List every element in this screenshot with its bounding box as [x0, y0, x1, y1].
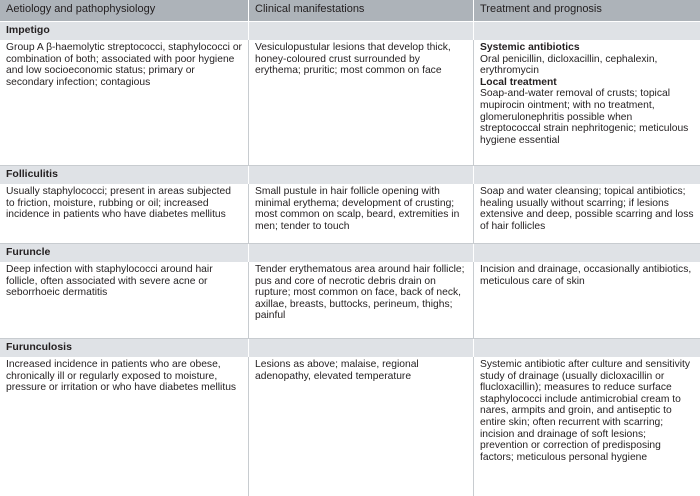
treatment-text: Soap-and-water removal of crusts; topical mupirocin ointment; with no treatment, glomerulonephritis possible when streptococcal strain nephritogenic; meticulous hygiene essential [480, 88, 689, 146]
section-folliculitis [0, 166, 700, 184]
section-title: Impetigo [6, 24, 50, 36]
aetiology-cell: Deep infection with staphylococci around hair follicle, often associated with severe acne or seborrhoeic dermatitis [6, 264, 213, 299]
treatment-cell: Soap and water cleansing; topical antibiotics; healing usually without scarring; if lesions extensive and deep, possible scarring and loss of hair follicles [473, 184, 700, 243]
aetiology-cell: Group A β-haemolytic streptococci, staphylococci or combination of both; associated with poor hygiene and low socioeconomic status; primary or secondary infection; contagious [6, 42, 242, 88]
section-title: Furuncle [6, 246, 51, 258]
header-clinical: Clinical manifestations [248, 0, 473, 21]
table-row-furuncle [0, 262, 700, 338]
treatment-subheading: Systemic antibiotics [480, 42, 580, 53]
section-furunculosis [0, 339, 700, 357]
treatment-text: Oral penicillin, dicloxacillin, cephalexin, erythromycin [480, 53, 658, 77]
treatment-cell: Incision and drainage, occasionally antibiotics, meticulous care of skin [473, 262, 700, 338]
aetiology-cell: Usually staphylococci; present in areas subjected to friction, moisture, rubbing or oil; increased incidence in patients who have diabetes mellitus [6, 186, 231, 221]
treatment-cell [473, 40, 700, 165]
aetiology-cell: Increased incidence in patients who are obese, chronically ill or regularly exposed to moisture, pressure or irritation or who have diabetes mellitus [6, 359, 237, 394]
treatment-subheading: Local treatment [480, 76, 557, 88]
section-furuncle [0, 244, 700, 262]
clinical-cell: Small pustule in hair follicle opening with minimal erythema; development of crusting; most common on scalp, beard, extremities in men; tender to touch [248, 184, 473, 243]
clinical-cell: Vesiculopustular lesions that develop thick, honey-coloured crust surrounded by erythema; pruritic; most common on face [248, 40, 473, 165]
table-row-folliculitis [0, 184, 700, 243]
table-header [0, 0, 700, 21]
section-title: Folliculitis [6, 168, 58, 180]
table-row-impetigo [0, 40, 700, 165]
section-title: Furunculosis [6, 341, 72, 353]
section-impetigo [0, 22, 700, 40]
header-treatment: Treatment and prognosis [473, 0, 700, 21]
treatment-cell: Systemic antibiotic after culture and sensitivity study of drainage (usually dicloxacillin or flucloxacillin); measures to reduce surface staphylococci include antimicrobial cream to nares, armpits and groin, and antiseptic to entire skin; often recurrent with scarring; incision and drainage of soft lesions; prevention or correction of predisposing factors; meticulous personal hygiene [473, 357, 700, 496]
header-aetiology: Aetiology and pathophysiology [6, 3, 156, 15]
clinical-cell: Tender erythematous area around hair follicle; pus and core of necrotic debris drain on rupture; most common on face, back of neck, axillae, breasts, buttocks, perineum, thighs; painful [248, 262, 473, 338]
table-row-furunculosis [0, 357, 700, 496]
clinical-cell: Lesions as above; malaise, regional adenopathy, elevated temperature [248, 357, 473, 496]
